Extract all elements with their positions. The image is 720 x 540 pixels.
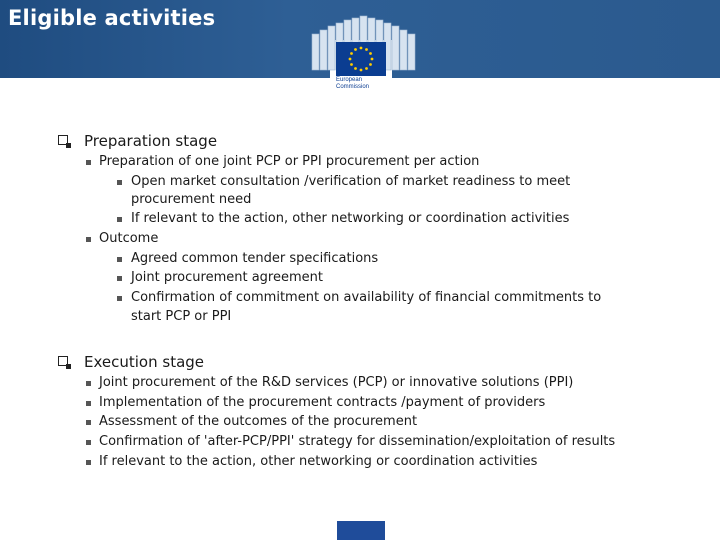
square-bullet-icon [86,160,91,165]
list-item-text: Confirmation of commitment on availability of financial commitments to [131,290,602,305]
section-heading: Execution stage [84,353,205,371]
square-bullet-icon [86,237,91,242]
list-item-text: If relevant to the action, other networking or coordination activities [99,454,538,469]
square-bullet-icon [117,180,122,185]
square-bullet-icon [86,440,91,445]
list-item-text: Outcome [99,231,159,246]
square-bullet-icon [117,217,122,222]
section-heading: Preparation stage [84,132,218,150]
square-bullet-icon [117,296,122,301]
list-item-text: Agreed common tender specifications [131,251,379,266]
square-bullet-icon [86,460,91,465]
list-item-text: Open market consultation /verification of market readiness to meet [131,174,571,189]
logo-line-2: Commission [336,84,370,90]
square-bullet-icon [86,420,91,425]
list-item-text: If relevant to the action, other networking or coordination activities [131,211,570,226]
square-bullet-icon [86,381,91,386]
footer-accent-bar [337,521,385,540]
list-item-text: procurement need [131,192,252,207]
list-item-text: Preparation of one joint PCP or PPI procurement per action [99,154,480,169]
list-item-text: Implementation of the procurement contracts /payment of providers [99,395,546,410]
logo-line-1: European [336,77,363,83]
square-bullet-icon [117,257,122,262]
checkbox-bullet-icon [58,356,68,366]
list-item-text: start PCP or PPI [131,309,232,324]
ec-logo-text [336,77,384,91]
square-bullet-icon [117,276,122,281]
list-item-text: Confirmation of 'after-PCP/PPI' strategy for dissemination/exploitation of results [99,434,616,449]
list-item-text: Joint procurement agreement [131,270,323,285]
eu-flag-icon [336,42,386,76]
square-bullet-icon [86,401,91,406]
list-item-text: Joint procurement of the R&D services (PCP) or innovative solutions (PPI) [99,375,574,390]
slide-title: Eligible activities [8,6,216,30]
list-item-text: Assessment of the outcomes of the procurement [99,414,418,429]
checkbox-bullet-icon [58,135,68,145]
